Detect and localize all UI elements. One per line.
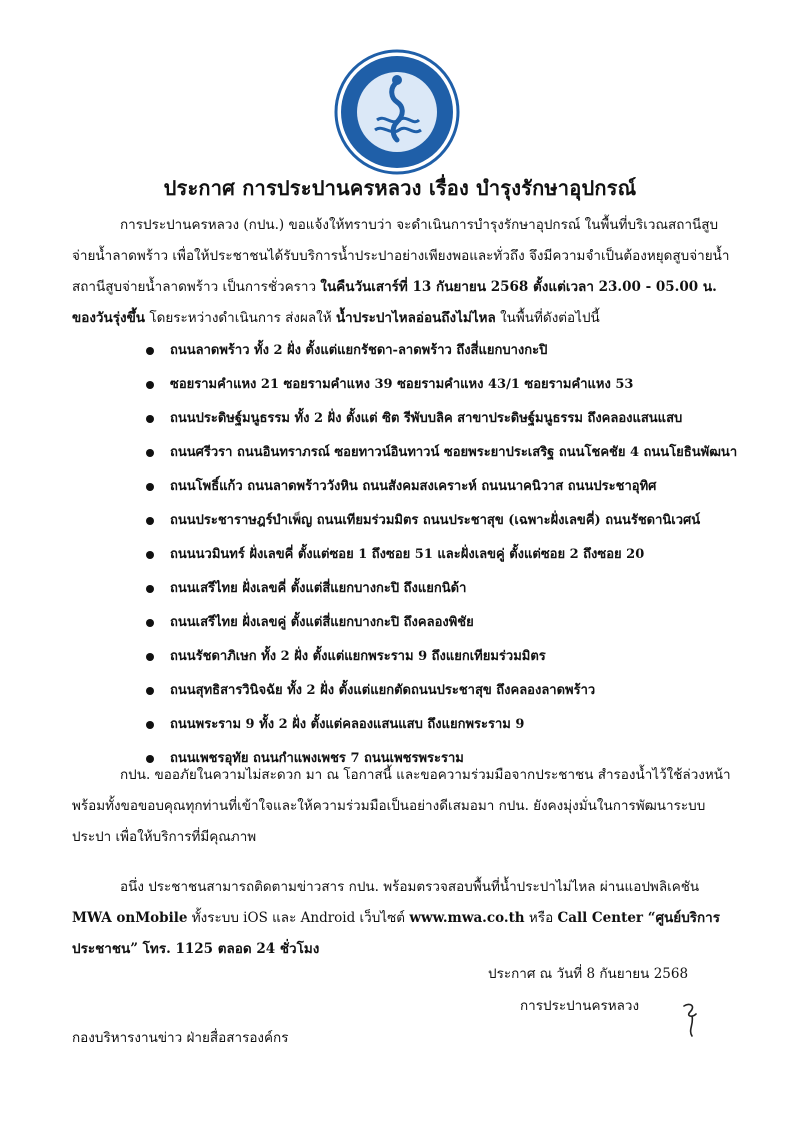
bullet-icon xyxy=(146,449,154,457)
bullet-icon xyxy=(146,653,154,661)
website-link[interactable]: www.mwa.co.th xyxy=(409,910,525,926)
list-item: ซอยรามคำแหง 21 ซอยรามคำแหง 39 ซอยรามคำแหง 43/1 ซอยรามคำแหง 53 xyxy=(146,368,746,402)
effect-text: น้ำประปาไหลอ่อนถึงไม่ไหล xyxy=(335,310,496,326)
list-item: ถนนเสรีไทย ฝั่งเลขคู่ ตั้งแต่สี่แยกบางกะปิ ถึงคลองพิชัย xyxy=(146,606,746,640)
bullet-icon xyxy=(146,551,154,559)
intro-text: การประปานครหลวง (กปน.) ขอแจ้งให้ทราบว่า จะดำเนินการบำรุงรักษาอุปกรณ์ ในพื้นที่บริเวณสถานีสูบจ่ายน้ำลาดพร้าว เพื่อให้ประชาชนได้รับบริการน้ำประปาอย่างเพียงพอและทั่วถึง จึงมีความจำเป็นต้องหยุดสูบจ่ายน้ำสถานีสูบจ่ายน้ำลาดพร้าว เป็นการชั่วคราว xyxy=(72,217,730,295)
contact-text-2: ทั้งระบบ iOS และ Android เว็บไซต์ xyxy=(187,910,410,926)
announcement-title: ประกาศ การประปานครหลวง เรื่อง บำรุงรักษาอุปกรณ์ xyxy=(163,176,637,200)
list-item: ถนนประชาราษฎร์บำเพ็ญ ถนนเทียมร่วมมิตร ถนนประชาสุข (เฉพาะฝั่งเลขคี่) ถนนรัชดานิเวศน์ xyxy=(146,504,746,538)
bullet-icon xyxy=(146,517,154,525)
outage-time: ในคืนวันเสาร์ที่ 13 กันยายน 2568 ตั้งแต่เวลา 23.00 - 05.00 น. ของวันรุ่งขึ้น xyxy=(72,279,717,326)
bullet-icon xyxy=(146,619,154,627)
list-item: ถนนประดิษฐ์มนูธรรม ทั้ง 2 ฝั่ง ตั้งแต่ ซิต รีพับบลิค สาขาประดิษฐ์มนูธรรม ถึงคลองแสนแสบ xyxy=(146,402,746,436)
handwritten-signature xyxy=(676,1000,710,1040)
intro-text-2: โดยระหว่างดำเนินการ ส่งผลให้ xyxy=(145,310,336,326)
call-center: Call Center “ศูนย์บริการประชาชน” โทร. 1125 ตลอด 24 ชั่วโมง xyxy=(72,910,721,957)
signer-org: การประปานครหลวง xyxy=(520,998,640,1014)
bullet-icon xyxy=(146,415,154,423)
list-item: ถนนเสรีไทย ฝั่งเลขคี่ ตั้งแต่สี่แยกบางกะปิ ถึงแยกนิด้า xyxy=(146,572,746,606)
announcement-date: ประกาศ ณ วันที่ 8 กันยายน 2568 xyxy=(488,966,689,982)
list-item: ถนนศรีวรา ถนนอินทราภรณ์ ซอยทาวน์อินทาวน์ ซอยพระยาประเสริฐ ถนนโชคชัย 4 ถนนโยธินพัฒนา xyxy=(146,436,746,470)
list-item: ถนนนวมินทร์ ฝั่งเลขคี่ ตั้งแต่ซอย 1 ถึงซอย 51 และฝั่งเลขคู่ ตั้งแต่ซอย 2 ถึงซอย 20 xyxy=(146,538,746,572)
contact-text-3: หรือ xyxy=(524,910,558,926)
list-item: ถนนโพธิ์แก้ว ถนนลาดพร้าววังหิน ถนนสังคมสงเคราะห์ ถนนนาคนิวาส ถนนประชาอุทิศ xyxy=(146,470,746,504)
mwa-logo xyxy=(333,48,461,176)
list-item: ถนนพระราม 9 ทั้ง 2 ฝั่ง ตั้งแต่คลองแสนแสบ ถึงแยกพระราม 9 xyxy=(146,708,746,742)
apology-paragraph: กปน. ขออภัยในความไม่สะดวก มา ณ โอกาสนี้ และขอความร่วมมือจากประชาชน สำรองน้ำไว้ใช้ล่วงหน้า พร้อมทั้งขอขอบคุณทุกท่านที่เข้าใจและให้ความร่วมมือเป็นอย่างดีเสมอมา กปน. ยังคงมุ่งมั่นในการพัฒนาระบบประปา เพื่อให้บริการที่มีคุณภาพ xyxy=(72,767,731,845)
bullet-icon xyxy=(146,347,154,355)
bullet-icon xyxy=(146,483,154,491)
list-item: ถนนรัชดาภิเษก ทั้ง 2 ฝั่ง ตั้งแต่แยกพระราม 9 ถึงแยกเทียมร่วมมิตร xyxy=(146,640,746,674)
bullet-icon xyxy=(146,721,154,729)
intro-text-3: ในพื้นที่ดังต่อไปนี้ xyxy=(495,310,600,326)
contact-paragraph xyxy=(72,872,732,965)
list-item: ถนนสุทธิสารวินิจฉัย ทั้ง 2 ฝั่ง ตั้งแต่แยกตัดถนนประชาสุข ถึงคลองลาดพร้าว xyxy=(146,674,746,708)
bullet-icon xyxy=(146,687,154,695)
bullet-icon xyxy=(146,381,154,389)
app-name: MWA onMobile xyxy=(72,910,188,926)
bullet-icon xyxy=(146,585,154,593)
contact-text: อนึ่ง ประชาชนสามารถติดตามข่าวสาร กปน. พร้อมตรวจสอบพื้นที่น้ำประปาไม่ไหล ผ่านแอปพลิเคชัน xyxy=(120,879,700,895)
list-item: ถนนเพชรอุทัย ถนนกำแพงเพชร 7 ถนนเพชรพระราม xyxy=(146,742,746,776)
intro-paragraph xyxy=(72,210,732,334)
list-item: ถนนลาดพร้าว ทั้ง 2 ฝั่ง ตั้งแต่แยกรัชดา-ลาดพร้าว ถึงสี่แยกบางกะปิ xyxy=(146,334,746,368)
department-footer: กองบริหารงานข่าว ฝ่ายสื่อสารองค์กร xyxy=(72,1030,289,1046)
affected-areas-list xyxy=(146,334,746,776)
